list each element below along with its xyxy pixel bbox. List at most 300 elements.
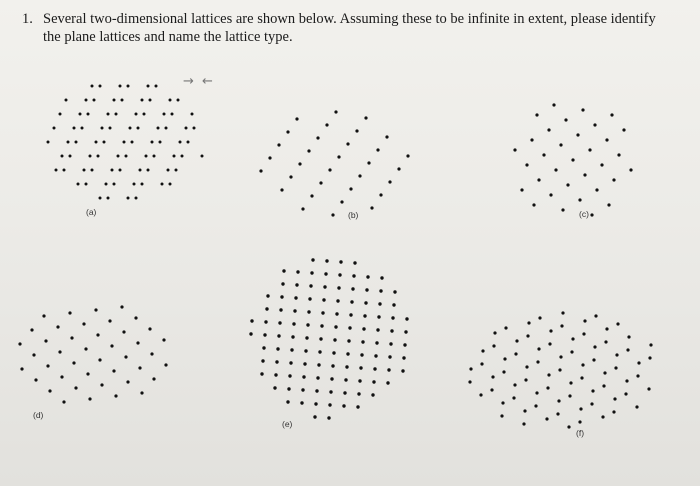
lattice-point: [370, 206, 373, 209]
lattice-point: [343, 391, 346, 394]
lattice-point: [374, 354, 377, 357]
lattice-point: [306, 323, 309, 326]
lattice-point: [522, 422, 525, 425]
lattice-point: [362, 327, 365, 330]
lattice-point: [579, 407, 582, 410]
lattice-point: [60, 375, 63, 378]
lattice-point: [386, 381, 389, 384]
lattice-point: [491, 375, 494, 378]
lattice-point: [91, 169, 94, 172]
lattice-point: [629, 168, 632, 171]
lattice-b: [259, 110, 409, 216]
lattice-point: [67, 141, 70, 144]
lattice-point: [137, 127, 140, 130]
lattice-point: [307, 149, 310, 152]
lattice-point: [301, 388, 304, 391]
lattice-point: [649, 343, 652, 346]
lattice-point: [321, 311, 324, 314]
lattice-point: [291, 335, 294, 338]
lattice-point: [162, 338, 165, 341]
lattice-d-label: (d): [33, 410, 44, 420]
lattice-point: [62, 400, 65, 403]
lattice-point: [56, 325, 59, 328]
lattice-point: [605, 327, 608, 330]
lattice-point: [615, 353, 618, 356]
lattice-point: [316, 376, 319, 379]
lattice-f-label: (f): [576, 428, 585, 438]
lattice-point: [250, 319, 253, 322]
lattice-point: [538, 316, 541, 319]
lattice-b-label: (b): [348, 210, 359, 220]
lattice-point: [524, 378, 527, 381]
lattice-point: [356, 405, 359, 408]
lattice-point: [181, 155, 184, 158]
lattice-point: [355, 129, 358, 132]
lattice-point: [405, 317, 408, 320]
lattice-point: [107, 197, 110, 200]
lattice-point: [360, 353, 363, 356]
lattice-point: [305, 336, 308, 339]
lattice-point: [502, 370, 505, 373]
lattice-point: [58, 350, 61, 353]
lattice-point: [72, 361, 75, 364]
lattice-point: [153, 155, 156, 158]
lattice-point: [73, 127, 76, 130]
lattice-point: [120, 305, 123, 308]
lattice-point: [537, 347, 540, 350]
lattice-point: [143, 113, 146, 116]
lattice-point: [304, 349, 307, 352]
lattice-point: [148, 327, 151, 330]
lattice-point: [110, 344, 113, 347]
lattice-point: [261, 359, 264, 362]
lattice-point: [99, 197, 102, 200]
lattice-point: [592, 358, 595, 361]
lattice-point: [93, 99, 96, 102]
lattice-point: [141, 183, 144, 186]
lattice-point: [165, 127, 168, 130]
lattice-point: [75, 141, 78, 144]
lattice-point: [100, 383, 103, 386]
lattice-point: [359, 366, 362, 369]
lattice-point: [388, 355, 391, 358]
lattice-point: [537, 178, 540, 181]
lattice-point: [351, 287, 354, 290]
lattice-point: [339, 260, 342, 263]
lattice-point: [404, 330, 407, 333]
lattice-point: [588, 148, 591, 151]
lattice-point: [578, 420, 581, 423]
lattice-point: [614, 366, 617, 369]
lattice-point: [155, 85, 158, 88]
lattice-point: [492, 344, 495, 347]
lattice-point: [549, 193, 552, 196]
lattice-point: [612, 178, 615, 181]
lattice-point: [121, 99, 124, 102]
lattice-point: [129, 127, 132, 130]
lattice-point: [514, 352, 517, 355]
lattice-point: [545, 417, 548, 420]
lattice-point: [600, 163, 603, 166]
lattice-point: [281, 282, 284, 285]
lattice-point: [469, 367, 472, 370]
lattice-point: [346, 352, 349, 355]
lattice-point: [534, 404, 537, 407]
lattice-point: [81, 127, 84, 130]
lattice-point: [376, 328, 379, 331]
lattice-point: [268, 156, 271, 159]
lattice-point: [604, 340, 607, 343]
lattice-point: [493, 331, 496, 334]
lattice-point: [292, 322, 295, 325]
lattice-point: [95, 141, 98, 144]
lattice-point: [582, 332, 585, 335]
lattice-point: [590, 213, 593, 216]
lattice-point: [187, 141, 190, 144]
lattice-point: [583, 319, 586, 322]
lattice-point: [86, 372, 89, 375]
lattice-point: [140, 391, 143, 394]
lattice-point: [161, 183, 164, 186]
lattice-point: [570, 350, 573, 353]
lattice-point: [401, 369, 404, 372]
lattice-point: [48, 389, 51, 392]
lattice-point: [113, 99, 116, 102]
lattice-point: [393, 290, 396, 293]
lattice-point: [107, 113, 110, 116]
lattice-point: [117, 155, 120, 158]
lattice-point: [637, 361, 640, 364]
lattice-point: [387, 368, 390, 371]
lattice-a: [47, 85, 204, 200]
lattice-point: [84, 347, 87, 350]
lattice-point: [46, 364, 49, 367]
lattice-point: [590, 402, 593, 405]
lattice-point: [138, 366, 141, 369]
lattice-point: [303, 362, 306, 365]
lattice-point: [167, 169, 170, 172]
lattice-point: [557, 399, 560, 402]
lattice-point: [151, 141, 154, 144]
lattice-point: [648, 356, 651, 359]
lattice-point: [315, 389, 318, 392]
lattice-point: [348, 326, 351, 329]
lattice-point: [318, 350, 321, 353]
lattice-point: [325, 123, 328, 126]
lattice-point: [363, 314, 366, 317]
lattice-point: [546, 386, 549, 389]
lattice-point: [364, 116, 367, 119]
lattice-point: [105, 183, 108, 186]
lattice-point: [34, 378, 37, 381]
lattice-point: [99, 85, 102, 88]
lattice-point: [109, 127, 112, 130]
lattice-point: [515, 339, 518, 342]
lattice-point: [333, 338, 336, 341]
lattice-point: [556, 412, 559, 415]
lattice-point: [378, 302, 381, 305]
lattice-point: [307, 310, 310, 313]
lattice-point: [385, 135, 388, 138]
question-text: Several two-dimensional lattices are shown below. Assuming these to be infinite in extent, please identify the plane lattices and name the lattice type.: [43, 11, 656, 45]
lattice-point: [569, 381, 572, 384]
lattice-point: [566, 183, 569, 186]
lattice-point: [613, 397, 616, 400]
lattice-point: [88, 397, 91, 400]
lattice-point: [169, 99, 172, 102]
lattice-point: [617, 153, 620, 156]
lattice-point: [480, 362, 483, 365]
lattice-point: [340, 200, 343, 203]
lattice-point: [581, 363, 584, 366]
lattice-point: [626, 348, 629, 351]
lattice-point: [603, 371, 606, 374]
lattice-c-label: (c): [579, 209, 589, 219]
lattice-point: [127, 197, 130, 200]
lattice-point: [559, 143, 562, 146]
lattice-point: [175, 169, 178, 172]
lattice-point: [558, 368, 561, 371]
lattice-point: [260, 372, 263, 375]
lattice-point: [392, 303, 395, 306]
lattice-point: [358, 379, 361, 382]
lattice-point: [581, 108, 584, 111]
lattice-point: [149, 99, 152, 102]
lattice-point: [119, 169, 122, 172]
lattice-point: [147, 169, 150, 172]
lattice-point: [323, 285, 326, 288]
lattice-point: [301, 207, 304, 210]
lattice-point: [403, 343, 406, 346]
lattice-point: [554, 168, 557, 171]
lattice-point: [124, 355, 127, 358]
lattice-point: [127, 85, 130, 88]
lattice-point: [552, 103, 555, 106]
lattice-point: [379, 289, 382, 292]
lattice-point: [406, 154, 409, 157]
lattice-point: [353, 261, 356, 264]
lattice-point: [126, 380, 129, 383]
lattice-point: [402, 356, 405, 359]
lattice-point: [367, 161, 370, 164]
lattice-point: [329, 390, 332, 393]
lattice-point: [44, 339, 47, 342]
lattice-point: [20, 367, 23, 370]
lattice-point: [147, 85, 150, 88]
lattice-point: [79, 113, 82, 116]
lattice-point: [561, 208, 564, 211]
lattice-point: [542, 153, 545, 156]
lattice-point: [567, 425, 570, 428]
lattice-point: [74, 386, 77, 389]
lattice-point: [525, 365, 528, 368]
lattice-point: [87, 113, 90, 116]
lattice-point: [365, 288, 368, 291]
lattice-point: [349, 313, 352, 316]
lattice-point: [593, 123, 596, 126]
lattice-point: [98, 358, 101, 361]
lattice-point: [389, 342, 392, 345]
lattice-point: [274, 373, 277, 376]
lattice-point: [18, 342, 21, 345]
lattice-point: [624, 392, 627, 395]
lattice-point: [298, 162, 301, 165]
lattice-point: [131, 141, 134, 144]
lattice-point: [532, 203, 535, 206]
lattice-point: [501, 401, 504, 404]
lattice-point: [134, 316, 137, 319]
lattice-point: [136, 341, 139, 344]
lattice-point: [481, 349, 484, 352]
lattice-point: [591, 389, 594, 392]
lattice-point: [63, 169, 66, 172]
lattice-point: [334, 325, 337, 328]
lattice-point: [375, 341, 378, 344]
lattice-point: [103, 141, 106, 144]
lattice-point: [347, 339, 350, 342]
lattice-point: [300, 401, 303, 404]
lattice-point: [115, 113, 118, 116]
lattice-point: [535, 391, 538, 394]
lattice-point: [325, 259, 328, 262]
lattice-point: [346, 142, 349, 145]
lattice-point: [357, 392, 360, 395]
lattice-point: [30, 328, 33, 331]
lattice-point: [108, 319, 111, 322]
lattice-point: [366, 275, 369, 278]
lattice-point: [635, 405, 638, 408]
lattice-point: [152, 377, 155, 380]
lattice-point: [135, 113, 138, 116]
lattice-point: [114, 394, 117, 397]
lattice-point: [377, 315, 380, 318]
lattice-point: [535, 113, 538, 116]
lattice-point: [112, 369, 115, 372]
lattice-point: [334, 110, 337, 113]
lattice-point: [564, 118, 567, 121]
lattice-d: [18, 305, 167, 403]
lattice-point: [601, 415, 604, 418]
lattice-point: [82, 322, 85, 325]
lattice-point: [576, 133, 579, 136]
lattice-point: [525, 163, 528, 166]
lattice-point: [583, 173, 586, 176]
lattice-point: [536, 360, 539, 363]
lattice-point: [322, 298, 325, 301]
lattice-point: [324, 272, 327, 275]
lattice-point: [627, 335, 630, 338]
lattice-point: [330, 377, 333, 380]
lattice-point: [77, 183, 80, 186]
lattice-point: [332, 351, 335, 354]
lattice-point: [296, 270, 299, 273]
lattice-point: [277, 143, 280, 146]
lattice-point: [113, 183, 116, 186]
lattice-point: [397, 167, 400, 170]
lattice-point: [388, 180, 391, 183]
lattice-point: [616, 322, 619, 325]
lattice-point: [288, 374, 291, 377]
lattice-point: [85, 99, 88, 102]
lattice-point: [286, 130, 289, 133]
lattice-point: [157, 127, 160, 130]
lattice-point: [277, 334, 280, 337]
lattice-point: [59, 113, 62, 116]
lattice-point: [262, 346, 265, 349]
lattice-point: [527, 321, 530, 324]
lattice-point: [338, 273, 341, 276]
lattice-point: [97, 155, 100, 158]
lattice-point: [319, 337, 322, 340]
lattice-point: [295, 117, 298, 120]
lattice-point: [125, 155, 128, 158]
lattice-point: [310, 194, 313, 197]
lattice-point: [295, 283, 298, 286]
lattice-point: [361, 340, 364, 343]
lattice-point: [561, 311, 564, 314]
lattice-point: [289, 175, 292, 178]
lattice-point: [70, 336, 73, 339]
lattice-point: [548, 342, 551, 345]
lattice-point: [310, 271, 313, 274]
lattice-point: [287, 387, 290, 390]
lattice-point: [101, 127, 104, 130]
lattice-point: [390, 329, 393, 332]
lattice-point: [94, 308, 97, 311]
lattice-point: [55, 169, 58, 172]
lattice-point: [328, 403, 331, 406]
lattice-point: [259, 169, 262, 172]
lattice-point: [278, 321, 281, 324]
lattice-point: [263, 333, 266, 336]
lattice-point: [111, 169, 114, 172]
lattice-point: [91, 85, 94, 88]
lattice-point: [647, 387, 650, 390]
lattice-f: [468, 311, 652, 428]
lattice-point: [171, 113, 174, 116]
lattice-point: [468, 380, 471, 383]
lattice-point: [503, 357, 506, 360]
lattice-point: [61, 155, 64, 158]
lattice-point: [273, 386, 276, 389]
lattice-a-label: (a): [86, 207, 97, 217]
lattice-point: [578, 198, 581, 201]
lattice-point: [193, 127, 196, 130]
lattice-point: [490, 388, 493, 391]
lattice-point: [265, 307, 268, 310]
lattice-point: [547, 128, 550, 131]
lattice-point: [605, 138, 608, 141]
lattice-point: [523, 409, 526, 412]
lattice-point: [571, 158, 574, 161]
lattice-point: [42, 314, 45, 317]
lattice-point: [595, 188, 598, 191]
lattice-point: [328, 168, 331, 171]
lattice-point: [500, 414, 503, 417]
lattice-point: [625, 379, 628, 382]
lattice-point: [89, 155, 92, 158]
lattice-point: [344, 378, 347, 381]
lattice-point: [580, 376, 583, 379]
lattice-point: [308, 297, 311, 300]
lattice-point: [379, 193, 382, 196]
lattice-point: [276, 347, 279, 350]
lattice-point: [264, 320, 267, 323]
lattice-c: [513, 103, 632, 216]
lattice-point: [139, 169, 142, 172]
lattice-point: [513, 148, 516, 151]
lattice-point: [549, 329, 552, 332]
